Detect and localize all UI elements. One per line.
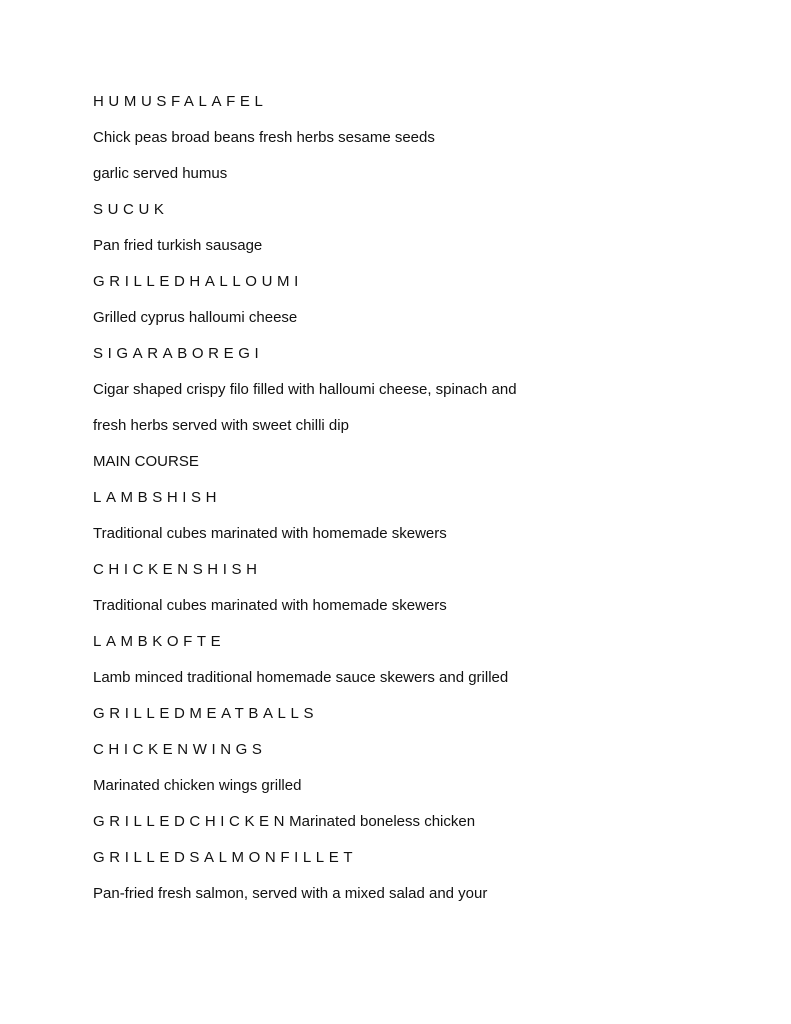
- line-text: Marinated chicken wings grilled: [93, 777, 302, 794]
- menu-text-line: [93, 300, 733, 336]
- dish-name: CHICKENWINGS: [93, 741, 267, 758]
- dish-name: SUCUK: [93, 201, 169, 218]
- dish-name: SIGARABOREGI: [93, 345, 264, 362]
- line-text: MAIN COURSE: [93, 453, 199, 470]
- line-text: Chick peas broad beans fresh herbs sesame seeds: [93, 129, 435, 146]
- menu-text-line: [93, 408, 733, 444]
- menu-item-heading-line: [93, 336, 733, 372]
- line-text: Traditional cubes marinated with homemade skewers: [93, 525, 447, 542]
- menu-text-line: [93, 444, 733, 480]
- line-text: Cigar shaped crispy filo filled with halloumi cheese, spinach and: [93, 381, 517, 398]
- dish-name: GRILLEDMEATBALLS: [93, 705, 319, 722]
- menu-item-heading-line: [93, 480, 733, 516]
- line-text: Lamb minced traditional homemade sauce skewers and grilled: [93, 669, 509, 686]
- menu-item-heading-line: [93, 804, 733, 840]
- menu-text-line: [93, 156, 733, 192]
- menu-item-heading-line: [93, 264, 733, 300]
- line-text: Pan-fried fresh salmon, served with a mixed salad and your: [93, 885, 488, 902]
- line-text: Marinated boneless chicken: [289, 813, 476, 830]
- menu-item-heading-line: [93, 840, 733, 876]
- dish-name: LAMBKOFTE: [93, 633, 226, 650]
- line-text: fresh herbs served with sweet chilli dip: [93, 417, 349, 434]
- menu-text-line: [93, 876, 733, 912]
- menu-text-line: [93, 516, 733, 552]
- menu-text-line: [93, 588, 733, 624]
- menu-item-heading-line: [93, 732, 733, 768]
- menu-text-line: [93, 660, 733, 696]
- menu-document: [93, 84, 733, 912]
- line-text: Traditional cubes marinated with homemade skewers: [93, 597, 447, 614]
- menu-text-line: [93, 372, 733, 408]
- menu-text-line: [93, 228, 733, 264]
- menu-item-heading-line: [93, 624, 733, 660]
- menu-item-heading-line: [93, 192, 733, 228]
- dish-name: LAMBSHISH: [93, 489, 222, 506]
- menu-item-heading-line: [93, 696, 733, 732]
- menu-item-heading-line: [93, 552, 733, 588]
- dish-name: GRILLEDCHICKEN: [93, 813, 290, 830]
- menu-text-line: [93, 120, 733, 156]
- dish-name: HUMUSFALAFEL: [93, 93, 268, 110]
- dish-name: CHICKENSHISH: [93, 561, 262, 578]
- line-text: Pan fried turkish sausage: [93, 237, 263, 254]
- line-text: Grilled cyprus halloumi cheese: [93, 309, 298, 326]
- menu-item-heading-line: [93, 84, 733, 120]
- line-text: garlic served humus: [93, 165, 228, 182]
- dish-name: GRILLEDSALMONFILLET: [93, 849, 358, 866]
- dish-name: GRILLEDHALLOUMI: [93, 273, 303, 290]
- menu-text-line: [93, 768, 733, 804]
